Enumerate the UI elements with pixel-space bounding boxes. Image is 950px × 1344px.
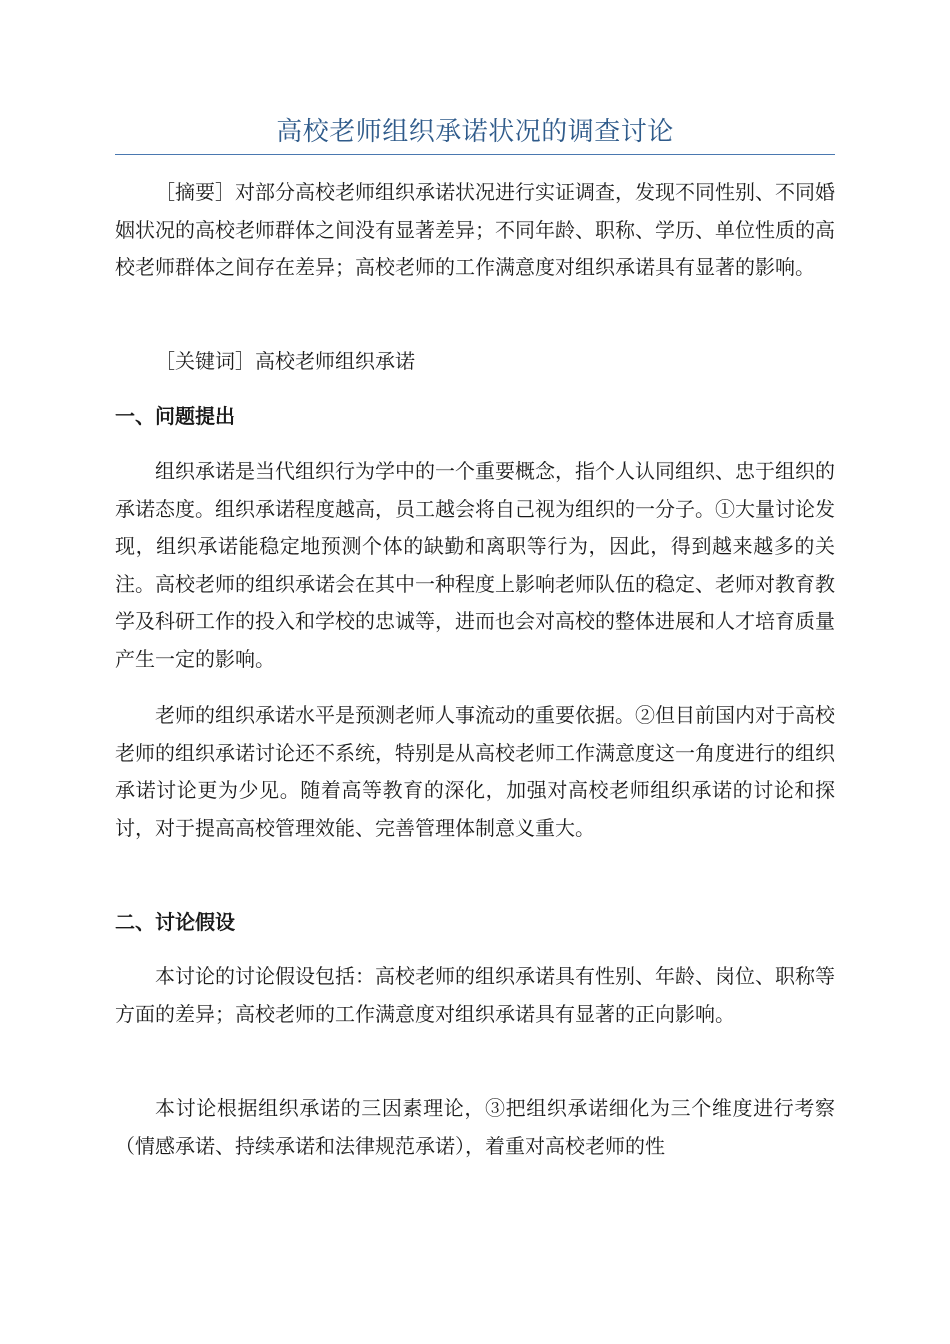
document-title: 高校老师组织承诺状况的调查讨论 xyxy=(276,117,674,147)
title-underline xyxy=(115,154,835,155)
section-heading-2: 二、讨论假设 xyxy=(115,910,235,934)
section-1-paragraph-2: 老师的组织承诺水平是预测老师人事流动的重要依据。②但目前国内对于高校老师的组织承诺讨论还不系统，特别是从高校老师工作满意度这一角度进行的组织承诺讨论更为少见。随着高等教育的深化，加强对高校老师组织承诺的讨论和探讨，对于提高高校管理效能、完善管理体制意义重大。 xyxy=(115,703,835,840)
section-2-paragraph-2: 本讨论根据组织承诺的三因素理论，③把组织承诺细化为三个维度进行考察（情感承诺、持续承诺和法律规范承诺），着重对高校老师的性 xyxy=(115,1096,835,1158)
section-2-paragraph-1: 本讨论的讨论假设包括：高校老师的组织承诺具有性别、年龄、岗位、职称等方面的差异；高校老师的工作满意度对组织承诺具有显著的正向影响。 xyxy=(115,964,835,1026)
section-1-paragraph-1: 组织承诺是当代组织行为学中的一个重要概念，指个人认同组织、忠于组织的承诺态度。组织承诺程度越高，员工越会将自己视为组织的一分子。①大量讨论发现，组织承诺能稳定地预测个体的缺勤和离职等行为，因此，得到越来越多的关注。高校老师的组织承诺会在其中一种程度上影响老师队伍的稳定、老师对教育教学及科研工作的投入和学校的忠诚等，进而也会对高校的整体进展和人才培育质量产生一定的影响。 xyxy=(115,459,835,671)
section-heading-1: 一、问题提出 xyxy=(115,404,235,428)
keywords-paragraph: ［关键词］高校老师组织承诺 xyxy=(155,349,415,373)
abstract-paragraph: ［摘要］对部分高校老师组织承诺状况进行实证调查，发现不同性别、不同婚姻状况的高校老师群体之间没有显著差异；不同年龄、职称、学历、单位性质的高校老师群体之间存在差异；高校老师的工作满意度对组织承诺具有显著的影响。 xyxy=(115,180,835,279)
